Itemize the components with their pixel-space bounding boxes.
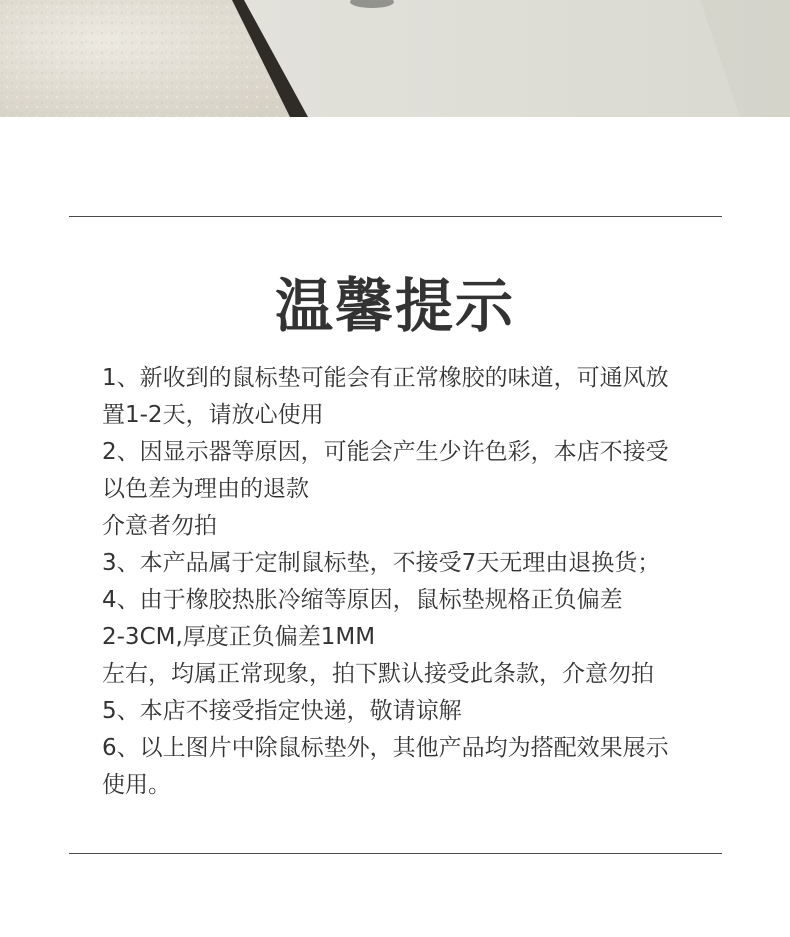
note-line: 使用。 [102, 772, 171, 798]
note-line: 3、本产品属于定制鼠标垫，不接受7天无理由退换货； [102, 550, 661, 576]
note-line: 2-3CM,厚度正负偏差1MM [102, 624, 376, 650]
page-title: 温馨提示 [274, 272, 515, 340]
note-line: 5、本店不接受指定快递，敬请谅解 [102, 698, 462, 724]
bottom-divider [69, 853, 722, 854]
note-line: 置1-2天，请放心使用 [102, 402, 324, 428]
top-divider [69, 216, 722, 217]
notes-list [102, 360, 712, 804]
note-line: 2、因显示器等原因，可能会产生少许色彩，本店不接受 [102, 439, 669, 465]
product-photo-banner [0, 0, 790, 117]
note-line: 左右，均属正常现象，拍下默认接受此条款，介意勿拍 [102, 661, 654, 687]
note-line: 以色差为理由的退款 [102, 476, 309, 502]
note-line: 介意者勿拍 [102, 513, 217, 539]
note-line: 6、以上图片中除鼠标垫外，其他产品均为搭配效果展示 [102, 735, 669, 761]
note-line: 1、新收到的鼠标垫可能会有正常橡胶的味道，可通风放 [102, 365, 669, 391]
product-photo [0, 0, 790, 117]
note-line: 4、由于橡胶热胀冷缩等原因，鼠标垫规格正负偏差 [102, 587, 623, 613]
